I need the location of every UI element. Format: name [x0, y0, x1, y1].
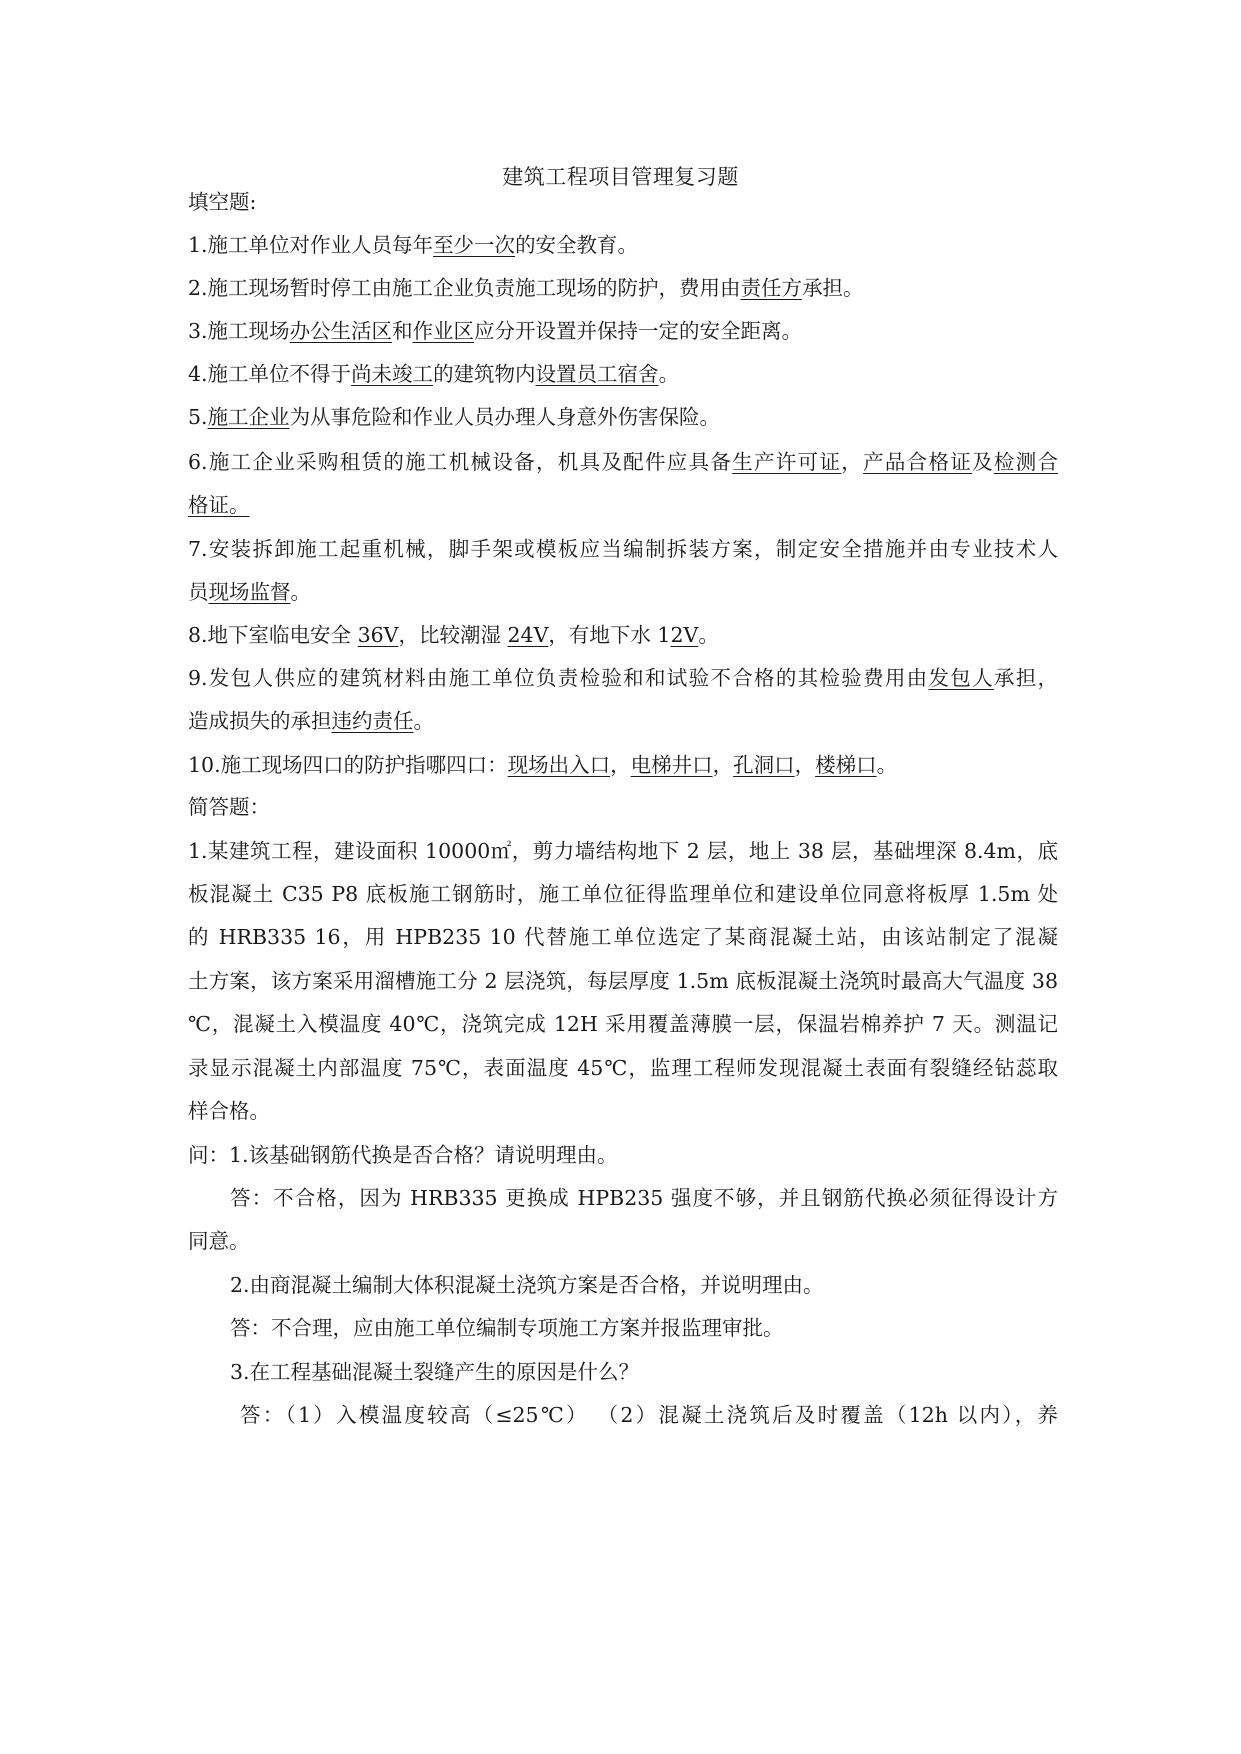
page-title: 建筑工程项目管理复习题	[502, 165, 739, 189]
question-text: 3.施工现场	[188, 319, 290, 343]
fill-question-5	[188, 402, 1058, 432]
section-heading-short-answer: 简答题：	[188, 795, 270, 819]
answer-blank: 责任方	[740, 276, 803, 300]
question-text: 。	[413, 709, 434, 733]
case-text-line-1: 1.某建筑工程，建设面积 10000㎡，剪力墙结构地下 2 层，地上 38 层，基础埋深 8.4m，底	[188, 839, 1058, 863]
case-text-line-6: 录显示混凝土内部温度 75℃，表面温度 45℃，监理工程师发现混凝土表面有裂缝经钻蕊取	[188, 1056, 1058, 1080]
answer-blank: 施工企业	[207, 405, 290, 429]
question-text: ，	[610, 753, 631, 777]
fill-question-7-line-1	[188, 534, 1058, 564]
question-text: 应分开设置并保持一定的安全距离。	[474, 319, 803, 343]
question-text: 和	[392, 319, 413, 343]
answer-1-line-1: 答：不合格，因为 HRB335 更换成 HPB235 强度不够，并且钢筋代换必须征得设计方	[230, 1186, 1058, 1210]
question-text: 。	[876, 753, 898, 777]
question-text: ，	[712, 753, 734, 777]
question-text: 9.发包人供应的建筑材料由施工单位负责检验和和试验不合格的其检验费用由	[188, 666, 929, 690]
question-1: 问：1.该基础钢筋代换是否合格？请说明理由。	[188, 1143, 618, 1167]
answer-blank: 电梯井口	[630, 753, 713, 777]
answer-blank: 2V	[670, 623, 699, 647]
fill-question-10	[188, 750, 1058, 780]
fill-question-4	[188, 359, 1058, 389]
fill-question-3	[188, 316, 1058, 346]
question-text: 。	[290, 580, 311, 604]
answer-blank: 检测合	[993, 450, 1059, 474]
question-text: 2.施工现场暂时停工由施工企业负责施工现场的防护，费用由	[188, 276, 741, 300]
question-text: 承担。	[802, 276, 864, 300]
answer-blank: 孔洞口	[733, 753, 795, 777]
question-text: 承担，	[993, 666, 1059, 690]
answer-blank: 尚未竣工	[351, 362, 434, 386]
question-text: 造成损失的承担	[188, 709, 332, 733]
question-text: 6.施工企业采购租赁的施工机械设备，机具及配件应具备	[188, 450, 733, 474]
answer-blank: 36V	[357, 623, 399, 647]
question-text: 8.地下室临电安全	[188, 623, 358, 647]
answer-blank: 办公生活区	[289, 319, 393, 343]
question-text: 4.施工单位不得于	[188, 362, 352, 386]
answer-blank: 生产许可证	[732, 450, 842, 474]
fill-question-6-line-2	[188, 490, 1058, 520]
question-text: 10.施工现场四口的防护指哪四口：	[188, 753, 508, 777]
question-text: 1.施工单位对作业人员每年	[188, 233, 434, 257]
question-text: ，有地下水 1	[548, 623, 671, 647]
question-text: 为从事危险和作业人员办理人身意外伤害保险。	[289, 405, 721, 429]
case-text-line-2: 板混凝土 C35 P8 底板施工钢筋时，施工单位征得监理单位和建设单位同意将板厚 1.5m 处	[188, 882, 1058, 906]
fill-question-9-line-2	[188, 706, 1058, 736]
case-text-line-4: 土方案，该方案采用溜槽施工分 2 层浇筑，每层厚度 1.5m 底板混凝土浇筑时最高大气温度 38	[188, 969, 1058, 993]
answer-blank: 楼梯口	[815, 753, 877, 777]
answer-blank: 产品合格证	[863, 450, 973, 474]
fill-question-7-line-2	[188, 577, 1058, 607]
section-heading-fill: 填空题:	[188, 190, 257, 214]
fill-question-9-line-1	[188, 663, 1058, 693]
fill-question-1	[188, 230, 1058, 260]
answer-blank: 设置员工宿舍	[535, 362, 659, 386]
answer-blank: 24V	[507, 623, 549, 647]
question-text: 。	[658, 362, 680, 386]
question-2: 2.由商混凝土编制大体积混凝土浇筑方案是否合格，并说明理由。	[230, 1273, 824, 1297]
question-text: 及	[972, 450, 994, 474]
answer-blank: 作业区	[412, 319, 475, 343]
question-text: 。	[698, 623, 719, 647]
answer-blank: 至少一次	[433, 233, 516, 257]
question-3: 3.在工程基础混凝土裂缝产生的原因是什么？	[230, 1360, 640, 1384]
question-text: 的建筑物内	[433, 362, 536, 386]
answer-blank: 格证。	[188, 493, 250, 517]
answer-3: 答：（1）入模温度较高（≤25℃） （2）混凝土浇筑后及时覆盖（12h 以内），养	[240, 1403, 1058, 1427]
question-text: 7.安装拆卸施工起重机械，脚手架或模板应当编制拆装方案，制定安全措施并由专业技术人	[188, 537, 1058, 561]
answer-blank: 现场监督	[208, 580, 291, 604]
question-text: ，比较潮湿	[398, 623, 508, 647]
answer-blank: 违约责任	[331, 709, 414, 733]
case-text-line-5: ℃，混凝土入模温度 40℃，浇筑完成 12H 采用覆盖薄膜一层，保温岩棉养护 7 天。测温记	[188, 1012, 1058, 1036]
fill-question-8	[188, 620, 1058, 650]
question-text: ，	[794, 753, 816, 777]
answer-blank: 发包人	[928, 666, 994, 690]
answer-1-line-2: 同意。	[188, 1229, 250, 1253]
answer-blank: 现场出入口	[507, 753, 611, 777]
answer-2: 答：不合理，应由施工单位编制专项施工方案并报监理审批。	[230, 1316, 784, 1340]
fill-question-6-line-1	[188, 447, 1058, 477]
question-text: 员	[188, 580, 209, 604]
question-text: ，	[841, 450, 864, 474]
question-text: 的安全教育。	[515, 233, 639, 257]
case-text-line-3: 的 HRB335 16，用 HPB235 10 代替施工单位选定了某商混凝土站，由该站制定了混凝	[188, 925, 1058, 949]
fill-question-2	[188, 273, 1058, 303]
question-text: 5.	[188, 405, 208, 429]
case-text-line-7: 样合格。	[188, 1099, 270, 1123]
